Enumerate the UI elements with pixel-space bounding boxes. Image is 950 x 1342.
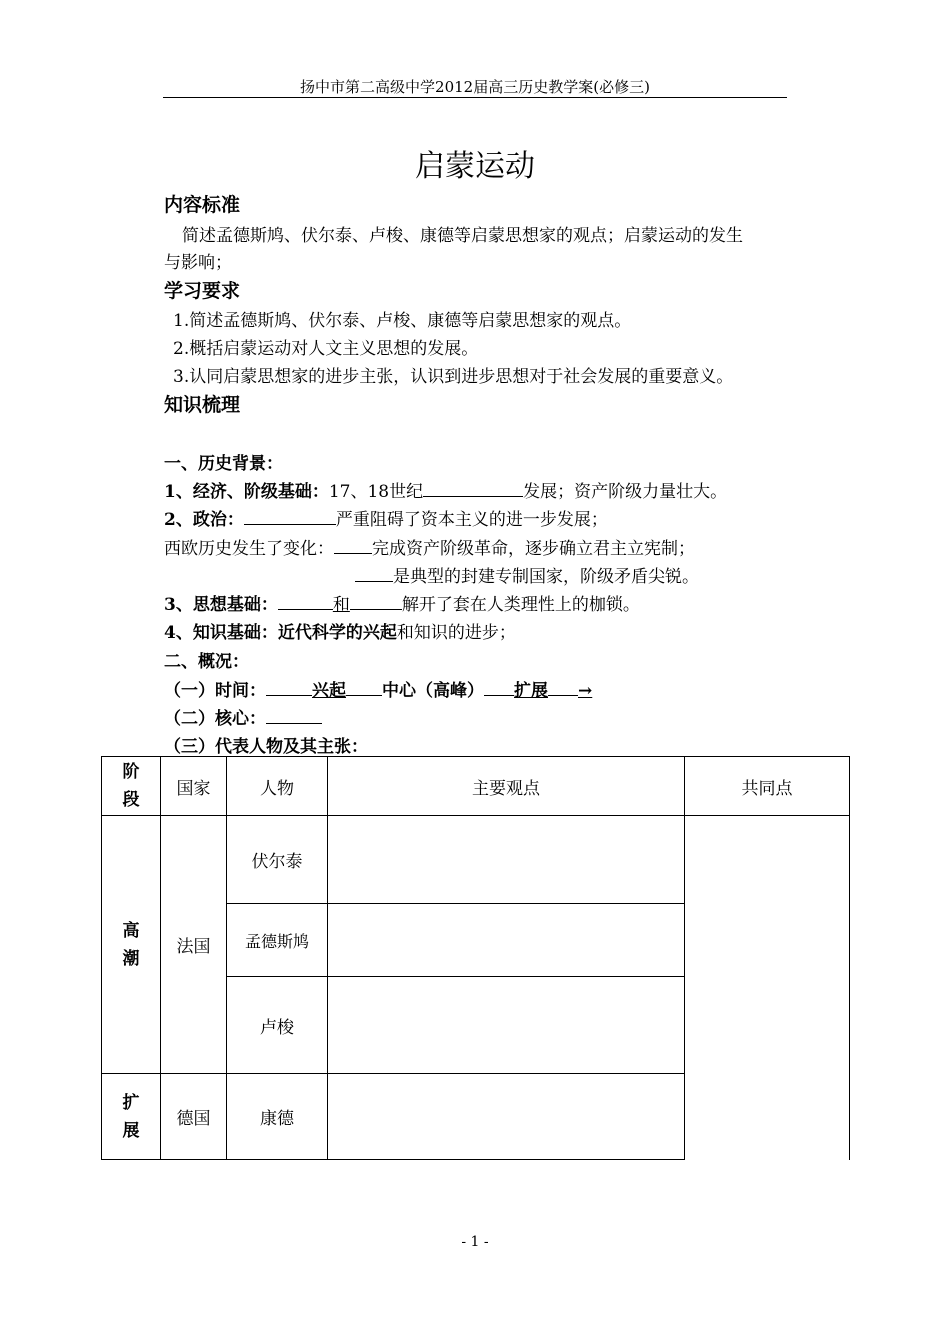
west-line-1 [164, 534, 695, 559]
economy-blank[interactable] [423, 480, 523, 497]
part1-title: 一、历史背景： [164, 454, 283, 474]
page-header: 扬中市第二高级中学2012届高三历史教学案(必修三) [300, 78, 650, 96]
west-text-b: 完成资产阶级革命，逐步确立君主立宪制； [372, 539, 695, 559]
requirement-item-3: 3.认同启蒙思想家的进步主张，认识到进步思想对于社会发展的重要意义。 [173, 367, 734, 387]
view-cell-montesquieu[interactable] [328, 904, 685, 977]
thought-text: 解开了套在人类理性上的枷锁。 [401, 595, 640, 615]
time-center: 中心（高峰） [382, 681, 484, 701]
core-label: （二）核心： [164, 709, 266, 729]
time-label: （一）时间： [164, 681, 266, 701]
knowledge-base-line [164, 618, 516, 643]
time-rise: 兴起 [312, 681, 346, 701]
requirement-item-1: 1.简述孟德斯鸠、伏尔泰、卢梭、康德等启蒙思想家的观点。 [173, 311, 632, 331]
thought-blank-2[interactable] [350, 593, 402, 610]
thought-and: 和 [332, 595, 350, 615]
politics-label: 2、政治： [164, 510, 244, 530]
economy-text-a: 17、18世纪 [328, 482, 424, 502]
common-cell[interactable] [685, 816, 850, 1074]
knowledge-heading: 知识梳理 [164, 394, 241, 416]
common-cell-continued [685, 1074, 850, 1160]
header-common: 共同点 [685, 757, 850, 816]
person-rousseau: 卢梭 [227, 977, 328, 1074]
view-cell-kant[interactable] [328, 1074, 685, 1160]
knowledge-base-text: 和知识的进步； [396, 623, 516, 643]
person-kant: 康德 [227, 1074, 328, 1160]
politics-blank[interactable] [244, 508, 336, 525]
stage-peak: 高 潮 [102, 816, 161, 1074]
figures-label: （三）代表人物及其主张： [164, 737, 368, 757]
part2-title: 二、概况： [164, 652, 249, 672]
time-blank-2[interactable] [346, 679, 382, 696]
person-montesquieu: 孟德斯鸠 [227, 904, 328, 977]
thought-label: 3、思想基础： [164, 595, 278, 615]
content-standard-line2: 与影响； [164, 253, 232, 273]
page-title: 启蒙运动 [415, 149, 535, 184]
learning-requirements-heading: 学习要求 [164, 280, 241, 302]
stage-expand: 扩 展 [102, 1074, 161, 1160]
politics-text: 严重阻碍了资本主义的进一步发展； [335, 510, 608, 530]
thinkers-table [101, 756, 850, 1160]
view-cell-rousseau[interactable] [328, 977, 685, 1074]
time-blank-1[interactable] [266, 679, 312, 696]
west-text-a: 西欧历史发生了变化： [164, 539, 334, 559]
country-france: 法国 [161, 816, 227, 1074]
time-expand: 扩展 [514, 681, 548, 701]
west-line-2 [355, 562, 699, 587]
core-line [164, 704, 322, 729]
west-blank-1[interactable] [334, 537, 372, 554]
table-header-row [102, 757, 850, 816]
requirement-item-2: 2.概括启蒙运动对人文主义思想的发展。 [173, 339, 479, 359]
west-text-c: 是典型的封建专制国家，阶级矛盾尖锐。 [393, 567, 699, 587]
economy-text-b: 发展；资产阶级力量壮大。 [523, 482, 728, 502]
knowledge-base-label: 4、知识基础： [164, 623, 278, 643]
view-cell-voltaire[interactable] [328, 816, 685, 904]
table-row [102, 1074, 850, 1160]
page-number: - 1 - [461, 1234, 489, 1250]
time-blank-3[interactable] [484, 679, 514, 696]
knowledge-base-bold: 近代科学的兴起 [277, 623, 397, 643]
politics-line [164, 505, 608, 530]
content-standard-heading: 内容标准 [164, 194, 241, 216]
header-rule [163, 97, 787, 98]
economy-label: 1、经济、阶级基础： [164, 482, 329, 502]
header-country: 国家 [161, 757, 227, 816]
header-view: 主要观点 [328, 757, 685, 816]
west-blank-2[interactable] [355, 565, 393, 582]
thought-line [164, 590, 640, 615]
person-voltaire: 伏尔泰 [227, 816, 328, 904]
thought-blank-1[interactable] [278, 593, 333, 610]
economy-line [164, 477, 727, 502]
country-germany: 德国 [161, 1074, 227, 1160]
time-line [164, 676, 592, 701]
core-blank[interactable] [266, 707, 322, 724]
table-row [102, 816, 850, 904]
time-blank-4[interactable] [548, 679, 578, 696]
content-standard-line1: 简述孟德斯鸠、伏尔泰、卢梭、康德等启蒙思想家的观点；启蒙运动的发生 [182, 226, 743, 246]
header-person: 人物 [227, 757, 328, 816]
header-stage: 阶 段 [102, 757, 161, 816]
arrow-right-icon: → [578, 681, 593, 701]
